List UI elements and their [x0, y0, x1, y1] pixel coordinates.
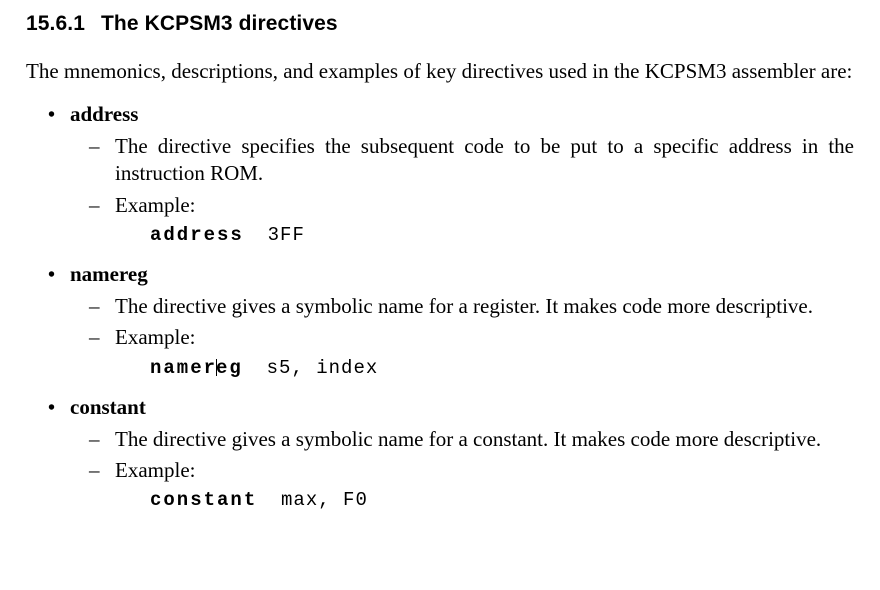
bullet-dot-icon: • [48, 103, 56, 126]
section-title: The KCPSM3 directives [101, 12, 338, 35]
directive-example-label [89, 457, 854, 484]
example-label-text: Example: [115, 192, 196, 217]
code-keyword: namereg [150, 356, 243, 379]
dash-icon: – [89, 426, 100, 451]
example-label-text: Example: [115, 325, 196, 350]
intro-paragraph: The mnemonics, descriptions, and examples of key directives used in the KCPSM3 assembler are: [26, 59, 853, 83]
directive-name-label: address [70, 101, 139, 126]
code-keyword: address [150, 223, 244, 246]
page-title [26, 12, 880, 36]
directive-name-label: constant [70, 394, 146, 419]
code-args: 3FF [267, 223, 305, 246]
directives-list [0, 102, 880, 512]
dash-icon: – [89, 192, 100, 217]
directive-details [0, 293, 880, 352]
directive-example-label [89, 192, 854, 219]
text-caret [216, 359, 217, 376]
directive-description [89, 293, 854, 320]
directive-description-text: The directive specifies the subsequent code to be put to a specific address in the instruction ROM. [115, 133, 854, 186]
directive-name [48, 101, 880, 127]
example-label-text: Example: [115, 458, 196, 483]
directive-name [48, 261, 880, 287]
dash-icon: – [89, 293, 100, 318]
code-keyword: constant [150, 489, 258, 512]
list-item [0, 395, 880, 512]
list-item [0, 102, 880, 246]
code-args: max, F0 [281, 489, 368, 512]
directive-description [89, 426, 854, 453]
bullet-dot-icon: • [48, 396, 56, 419]
directive-description [89, 133, 854, 188]
dash-icon: – [89, 133, 100, 158]
directive-example-label [89, 324, 854, 351]
directive-details [0, 426, 880, 485]
bullet-dot-icon: • [48, 263, 56, 286]
document-page [0, 12, 880, 590]
code-sample [150, 357, 880, 379]
directive-name-label: namereg [70, 261, 148, 286]
code-sample [150, 224, 880, 246]
directive-details [0, 133, 880, 219]
dash-icon: – [89, 325, 100, 350]
list-item [0, 262, 880, 379]
directive-description-text: The directive gives a symbolic name for a register. It makes code more descriptive. [115, 293, 813, 318]
code-args: s5, index [266, 356, 379, 379]
dash-icon: – [89, 458, 100, 483]
directive-description-text: The directive gives a symbolic name for a constant. It makes code more descriptive. [115, 426, 822, 451]
directive-name [48, 394, 880, 420]
code-sample [150, 489, 880, 511]
section-number: 15.6.1 [26, 12, 85, 35]
